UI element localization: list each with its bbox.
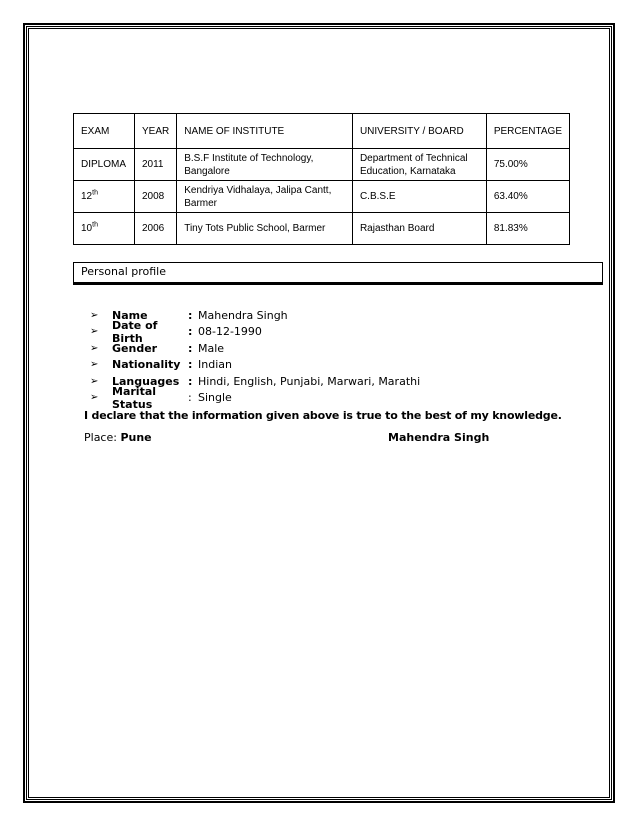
header-exam: EXAM [74,114,135,149]
list-item [90,357,420,374]
header-year: YEAR [134,114,176,149]
table-row [74,213,570,245]
field-value: 08-12-1990 [198,325,262,339]
list-item [90,340,420,357]
percentage-cell: 75.00% [486,149,569,181]
field-label: Gender [112,341,158,355]
institute-cell: Kendriya Vidhalaya, Jalipa Cantt, Barmer [177,181,353,213]
percentage-cell: 81.83% [486,213,569,245]
board-cell: Department of Technical Education, Karnataka [352,149,486,181]
field-colon: : [188,325,193,339]
field-label: Name [112,308,148,322]
list-item [90,318,420,345]
section-title: Personal profile [81,265,167,278]
field-colon: : [188,358,193,372]
board-cell: Rajasthan Board [352,213,486,245]
place-line [84,431,152,444]
place-label: Place: [84,431,117,444]
year-cell: 2008 [134,181,176,213]
table-header-row [74,114,570,149]
header-institute: NAME OF INSTITUTE [177,114,353,149]
institute-cell: Tiny Tots Public School, Barmer [177,213,353,245]
field-label: Marital Status [112,384,157,411]
field-label: Nationality [112,358,181,372]
field-value: Single [198,391,232,405]
institute-cell: B.S.F Institute of Technology, Bangalore [177,149,353,181]
place-value: Pune [120,431,152,444]
field-colon: : [188,341,193,355]
percentage-cell: 63.40% [486,181,569,213]
exam-cell: 12th [74,181,135,213]
field-colon: : [188,374,193,388]
field-value: Indian [198,358,232,372]
education-table [73,113,570,245]
arrow-bullet-icon: ➢ [90,342,99,354]
personal-profile-heading [73,262,603,285]
field-colon: : [188,308,193,322]
list-item [90,384,420,411]
field-colon: : [188,391,192,405]
field-value: Hindi, English, Punjabi, Marwari, Marathi [198,374,421,388]
header-board: UNIVERSITY / BOARD [352,114,486,149]
arrow-bullet-icon: ➢ [90,326,99,338]
year-cell: 2011 [134,149,176,181]
field-label: Languages [112,374,180,388]
field-value: Male [198,341,225,355]
arrow-bullet-icon: ➢ [90,392,99,404]
exam-cell: DIPLOMA [74,149,135,181]
declaration-text: I declare that the information given above is true to the best of my knowledge. [84,409,562,422]
table-row [74,181,570,213]
board-cell: C.B.S.E [352,181,486,213]
table-row [74,149,570,181]
header-percentage: PERCENTAGE [486,114,569,149]
arrow-bullet-icon: ➢ [90,359,99,371]
signature-name: Mahendra Singh [388,431,490,444]
arrow-bullet-icon: ➢ [90,309,99,321]
field-label: Date of Birth [112,318,158,345]
field-value: Mahendra Singh [198,308,288,322]
year-cell: 2006 [134,213,176,245]
arrow-bullet-icon: ➢ [90,375,99,387]
profile-list [90,307,421,411]
exam-cell: 10th [74,213,135,245]
